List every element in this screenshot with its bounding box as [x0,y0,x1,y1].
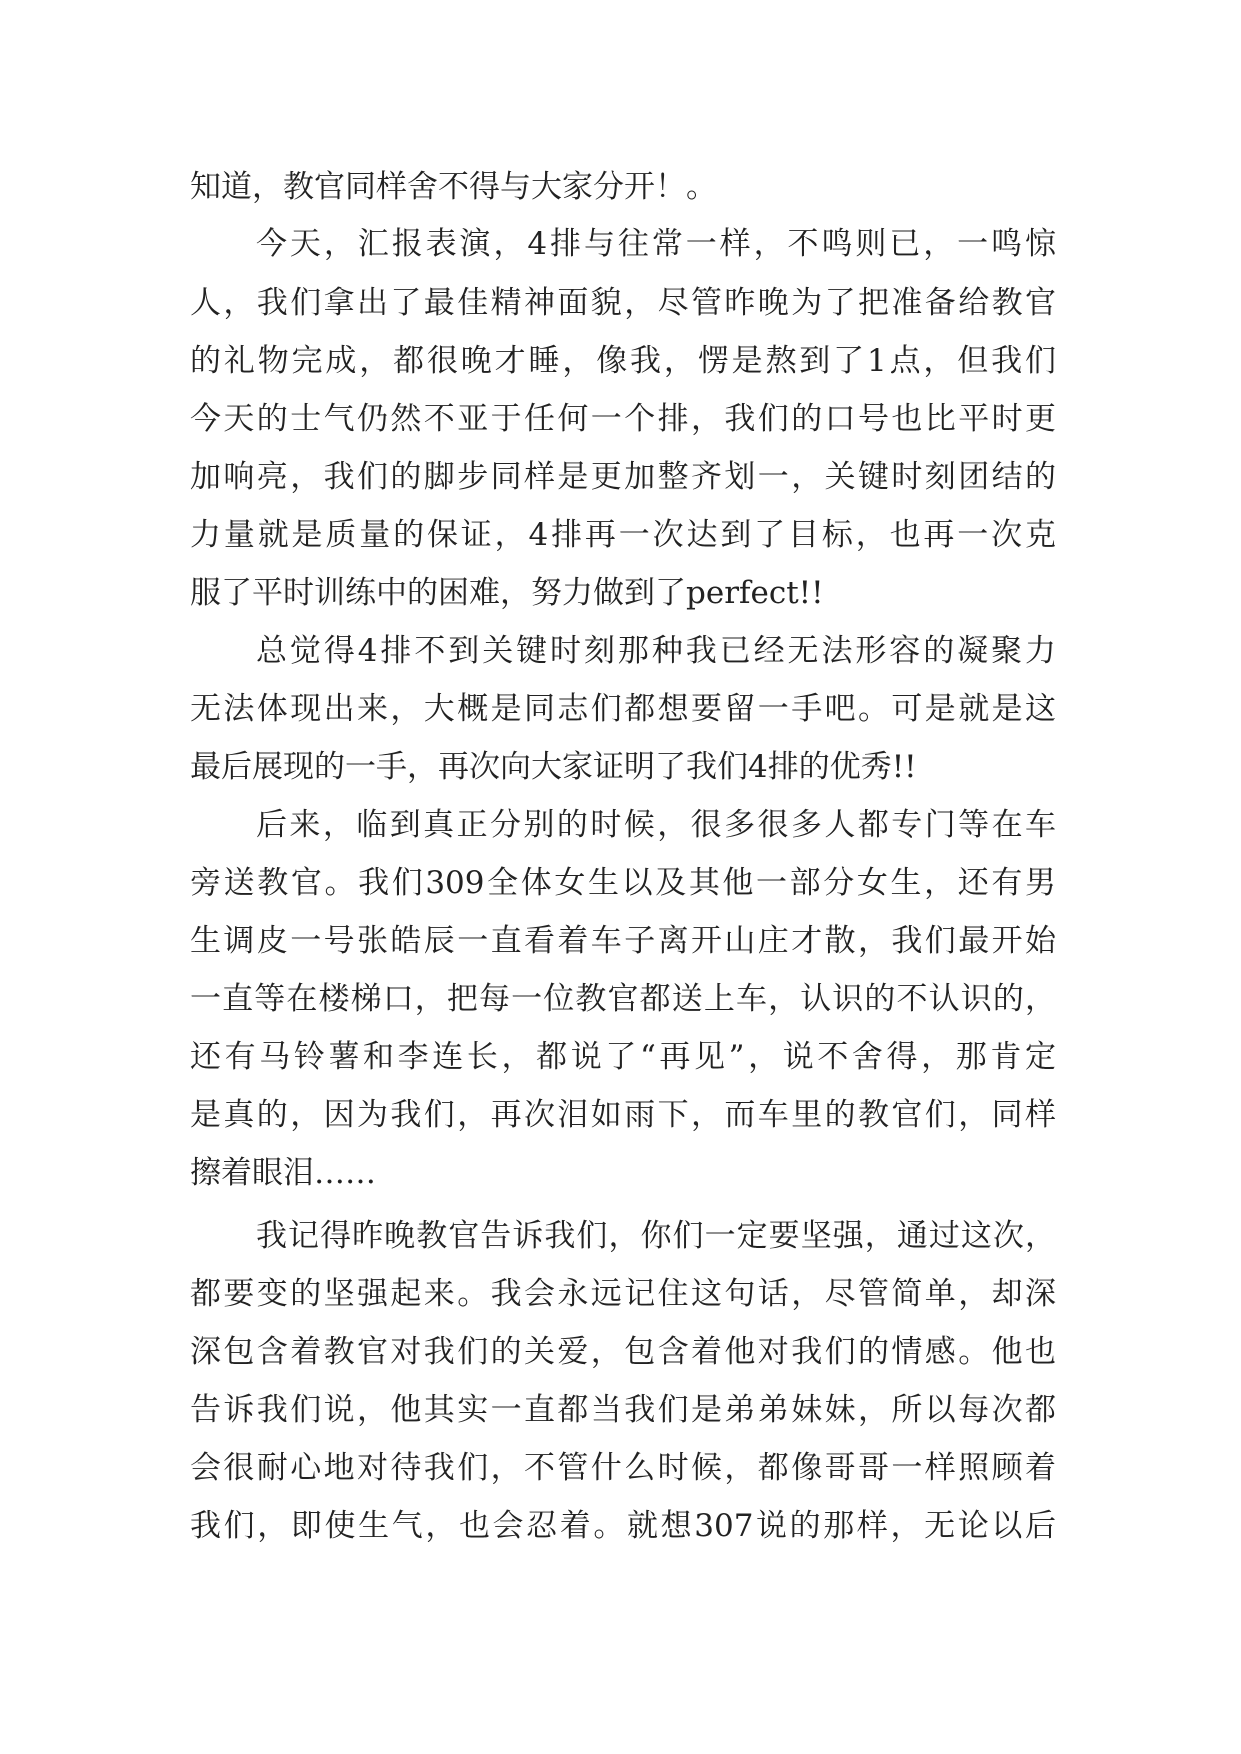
text-line: 知道，教官同样舍不得与大家分开！。 [190,169,717,205]
text-line: 会很耐心地对待我们，不管什么时候，都像哥哥一样照顾着 [190,1450,1056,1486]
text-line: 是真的，因为我们，再次泪如雨下，而车里的教官们，同样 [190,1097,1056,1133]
text-line: 生调皮一号张皓辰一直看着车子离开山庄才散，我们最开始 [190,923,1056,959]
text-line: 最后展现的一手，再次向大家证明了我们4排的优秀!! [190,749,917,785]
paragraph-first-line: 后来，临到真正分别的时候，很多很多人都专门等在车 [256,807,1056,843]
text-line: 我们，即使生气，也会忍着。就想307说的那样，无论以后 [190,1508,1056,1544]
text-line: 今天的士气仍然不亚于任何一个排，我们的口号也比平时更 [190,401,1056,437]
text-line: 旁送教官。我们309全体女生以及其他一部分女生，还有男 [190,865,1056,901]
text-line: 人，我们拿出了最佳精神面貌，尽管昨晚为了把准备给教官 [190,285,1056,321]
text-line: 都要变的坚强起来。我会永远记住这句话，尽管简单，却深 [190,1276,1056,1312]
text-line: 擦着眼泪…… [190,1155,376,1191]
paragraph-first-line: 总觉得4排不到关键时刻那种我已经无法形容的凝聚力 [256,633,1056,669]
text-line: 加响亮，我们的脚步同样是更加整齐划一，关键时刻团结的 [190,459,1056,495]
text-line: 一直等在楼梯口，把每一位教官都送上车，认识的不认识的， [190,981,1056,1017]
text-line: 服了平时训练中的困难，努力做到了perfect!! [190,575,824,611]
paragraph-first-line: 今天，汇报表演，4排与往常一样，不鸣则已，一鸣惊 [256,226,1056,262]
text-line: 告诉我们说，他其实一直都当我们是弟弟妹妹，所以每次都 [190,1392,1056,1428]
text-line: 还有马铃薯和李连长，都说了“再见”，说不舍得，那肯定 [190,1039,1056,1075]
text-line: 无法体现出来，大概是同志们都想要留一手吧。可是就是这 [190,691,1056,727]
paragraph-first-line: 我记得昨晚教官告诉我们，你们一定要坚强，通过这次， [256,1218,1056,1254]
text-line: 力量就是质量的保证，4排再一次达到了目标，也再一次克 [190,517,1056,553]
text-line: 深包含着教官对我们的关爱，包含着他对我们的情感。他也 [190,1334,1056,1370]
text-line: 的礼物完成，都很晚才睡，像我，愣是熬到了1点，但我们 [190,343,1056,379]
